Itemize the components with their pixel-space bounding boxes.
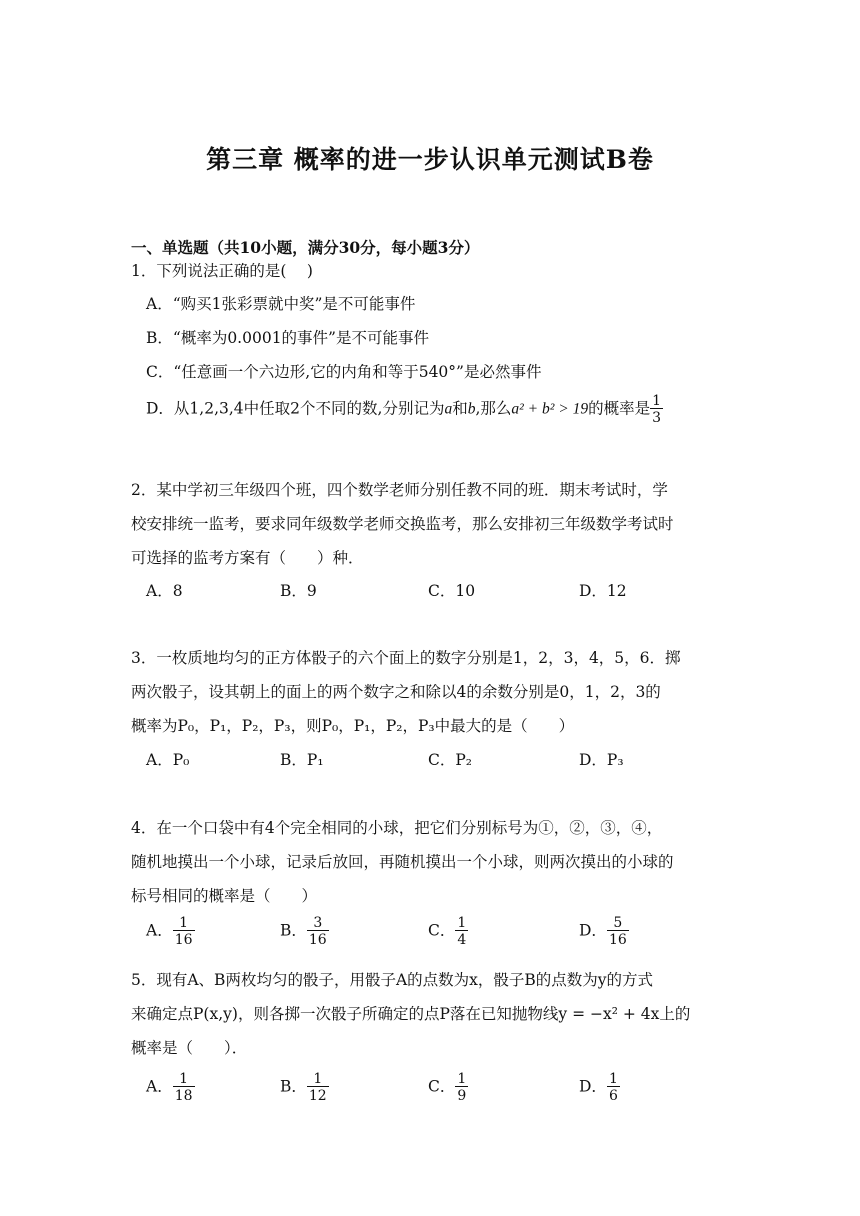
q5-b-denominator: 12 bbox=[308, 1088, 327, 1104]
q2-option-b: B．9 bbox=[280, 582, 317, 600]
q4-c-fraction bbox=[455, 916, 468, 947]
q3-option-d: D．P₃ bbox=[579, 751, 624, 769]
q4-c-label: C． bbox=[428, 921, 456, 940]
q4-line-3: 标号相同的概率是（ ） bbox=[131, 887, 318, 905]
q3-line-2: 两次骰子，设其朝上的面上的两个数字之和除以4的余数分别是0，1，2，3的 bbox=[131, 683, 661, 701]
q4-option-b bbox=[280, 916, 329, 947]
q1-d-numerator: 1 bbox=[652, 393, 662, 409]
q4-d-fraction bbox=[607, 916, 629, 947]
q4-a-numerator: 1 bbox=[173, 916, 195, 931]
q4-a-label: A． bbox=[146, 921, 173, 940]
q3-option-a: A．P₀ bbox=[146, 751, 190, 769]
q1-d-expression: a² + b² > 19 bbox=[511, 400, 589, 418]
q5-line-2: 来确定点P(x,y)，则各掷一次骰子所确定的点P落在已知抛物线y = −x² + 4x上的 bbox=[131, 1005, 691, 1023]
q5-option-b bbox=[280, 1072, 329, 1103]
q1-option-a: A．“购买1张彩票就中奖”是不可能事件 bbox=[146, 295, 416, 313]
q4-b-denominator: 16 bbox=[308, 932, 327, 948]
q4-c-numerator: 1 bbox=[457, 915, 467, 931]
q5-line-3: 概率是（ ）． bbox=[131, 1039, 248, 1057]
q4-option-c bbox=[428, 916, 468, 947]
q2-line-1: 2．某中学初三年级四个班，四个数学老师分别任教不同的班．期末考试时，学 bbox=[131, 481, 668, 499]
q5-option-d bbox=[579, 1072, 620, 1103]
q4-line-1: 4．在一个口袋中有4个完全相同的小球，把它们分别标号为①，②，③，④， bbox=[131, 819, 663, 837]
q1-d-fraction bbox=[650, 394, 663, 425]
q5-c-fraction bbox=[455, 1072, 468, 1103]
q1-stem: 1．下列说法正确的是( ) bbox=[131, 262, 313, 280]
q4-d-denominator: 16 bbox=[608, 932, 627, 948]
q4-a-fraction bbox=[173, 916, 195, 947]
q4-c-denominator: 4 bbox=[457, 932, 467, 948]
q1-d-text-post: 的概率是 bbox=[588, 399, 651, 418]
q3-option-b: B．P₁ bbox=[280, 751, 324, 769]
q5-d-fraction bbox=[607, 1072, 620, 1103]
q5-b-label: B． bbox=[280, 1077, 307, 1096]
q3-line-1: 3．一枚质地均匀的正方体骰子的六个面上的数字分别是1，2，3，4，5，6．掷 bbox=[131, 649, 681, 667]
q1-d-and: 和 bbox=[452, 399, 468, 418]
q5-a-numerator: 1 bbox=[173, 1072, 195, 1087]
q4-option-a bbox=[146, 916, 195, 947]
q1-d-var-a: a bbox=[444, 400, 453, 418]
q4-b-fraction bbox=[307, 916, 329, 947]
section-heading: 一、单选题（共10小题，满分30分，每小题3分） bbox=[131, 238, 480, 257]
q3-line-3: 概率为P₀，P₁，P₂，P₃，则P₀，P₁，P₂，P₃中最大的是（ ） bbox=[131, 717, 575, 735]
q4-d-label: D． bbox=[579, 921, 607, 940]
q3-option-c: C．P₂ bbox=[428, 751, 473, 769]
q5-a-denominator: 18 bbox=[174, 1088, 193, 1104]
q4-option-d bbox=[579, 916, 629, 947]
q2-line-3: 可选择的监考方案有（ ）种． bbox=[131, 549, 364, 567]
q5-a-fraction bbox=[173, 1072, 195, 1103]
q2-option-a: A．8 bbox=[146, 582, 183, 600]
q4-line-2: 随机地摸出一个小球，记录后放回，再随机摸出一个小球，则两次摸出的小球的 bbox=[131, 853, 674, 871]
q1-d-text-pre: D．从1,2,3,4中任取2个不同的数,分别记为 bbox=[146, 399, 445, 418]
q5-d-numerator: 1 bbox=[608, 1071, 618, 1087]
q5-line-1: 5．现有A、B两枚均匀的骰子，用骰子A的点数为x，骰子B的点数为y的方式 bbox=[131, 971, 654, 989]
q1-option-d bbox=[146, 394, 663, 425]
q5-d-denominator: 6 bbox=[608, 1088, 618, 1104]
q1-d-denominator: 3 bbox=[652, 410, 662, 426]
q5-c-numerator: 1 bbox=[457, 1071, 467, 1087]
q1-option-c: C．“任意画一个六边形,它的内角和等于540°”是必然事件 bbox=[146, 363, 542, 381]
q5-c-label: C． bbox=[428, 1077, 456, 1096]
q5-a-label: A． bbox=[146, 1077, 173, 1096]
q4-b-label: B． bbox=[280, 921, 307, 940]
q5-b-fraction bbox=[307, 1072, 329, 1103]
document-title: 第三章 概率的进一步认识单元测试B卷 bbox=[206, 145, 654, 174]
q2-option-c: C．10 bbox=[428, 582, 476, 600]
q5-option-a bbox=[146, 1072, 195, 1103]
q1-option-b: B．“概率为0.0001的事件”是不可能事件 bbox=[146, 329, 429, 347]
q4-a-denominator: 16 bbox=[174, 932, 193, 948]
q1-d-mid: ,那么 bbox=[475, 399, 512, 418]
q4-b-numerator: 3 bbox=[307, 916, 329, 931]
q4-d-numerator: 5 bbox=[607, 916, 629, 931]
q5-d-label: D． bbox=[579, 1077, 607, 1096]
q2-line-2: 校安排统一监考，要求同年级数学老师交换监考，那么安排初三年级数学考试时 bbox=[131, 515, 674, 533]
q2-option-d: D．12 bbox=[579, 582, 627, 600]
q5-option-c bbox=[428, 1072, 468, 1103]
q5-b-numerator: 1 bbox=[307, 1072, 329, 1087]
q1-d-var-b: b bbox=[467, 400, 476, 418]
q5-c-denominator: 9 bbox=[457, 1088, 467, 1104]
